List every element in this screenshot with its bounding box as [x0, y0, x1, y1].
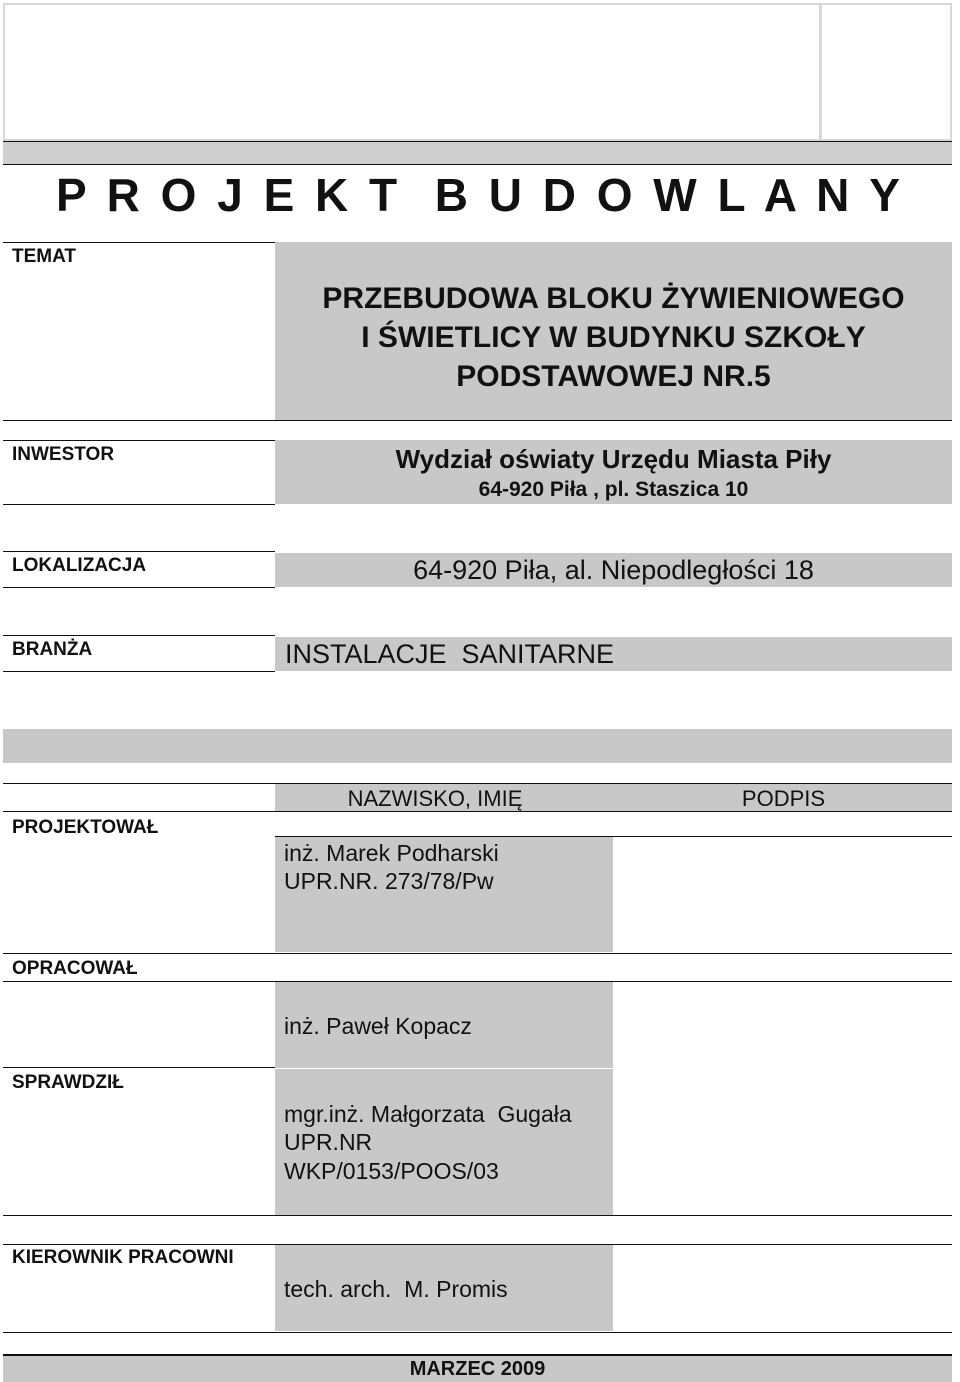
branza-box	[275, 637, 952, 671]
sprawdzil-label: SPRAWDZIŁ	[12, 1072, 124, 1093]
inwestor-label: INWESTOR	[12, 444, 115, 465]
divider	[3, 440, 275, 441]
header-frame	[3, 3, 952, 141]
divider	[3, 242, 275, 243]
header-name: NAZWISKO, IMIĘ	[347, 786, 523, 811]
temat-line-1: PRZEBUDOWA BLOKU ŻYWIENIOWEGO	[322, 282, 905, 315]
temat-line-3: PODSTAWOWEJ NR.5	[456, 360, 771, 393]
divider	[3, 587, 275, 588]
divider	[3, 551, 275, 552]
temat-line-2: I ŚWIETLICY W BUDYNKU SZKOŁY	[361, 321, 866, 354]
divider	[3, 1067, 275, 1068]
header-divider	[819, 3, 822, 141]
projektowal-box	[275, 837, 613, 952]
sprawdzil-name: mgr.inż. Małgorzata Gugała	[284, 1101, 572, 1127]
projektowal-licence: UPR.NR. 273/78/Pw	[284, 868, 494, 894]
divider	[3, 420, 952, 421]
sprawdzil-licence-2: WKP/0153/POOS/03	[284, 1158, 499, 1184]
divider	[3, 811, 952, 812]
lokalizacja-value: 64-920 Piła, al. Niepodległości 18	[413, 555, 814, 585]
branza-value: INSTALACJE SANITARNE	[285, 639, 615, 669]
opracowal-box	[275, 982, 613, 1068]
temat-box	[275, 242, 952, 420]
header-bar	[3, 141, 952, 165]
header-signature: PODPIS	[741, 786, 826, 811]
divider	[3, 635, 275, 636]
lokalizacja-label: LOKALIZACJA	[12, 555, 147, 576]
inwestor-address: 64-920 Piła , pl. Staszica 10	[478, 478, 749, 501]
temat-label: TEMAT	[12, 246, 77, 267]
divider	[3, 1332, 952, 1333]
lokalizacja-box	[275, 553, 952, 587]
inwestor-box	[275, 440, 952, 504]
divider	[3, 504, 275, 505]
kierownik-label: KIEROWNIK PRACOWNI	[12, 1247, 234, 1268]
date: MARZEC 2009	[409, 1358, 546, 1380]
table-header-row	[275, 784, 952, 811]
branza-label: BRANŻA	[12, 639, 93, 660]
inwestor-name: Wydział oświaty Urzędu Miasta Piły	[395, 444, 832, 474]
separator-band	[3, 729, 952, 763]
projektowal-label: PROJEKTOWAŁ	[12, 817, 159, 838]
divider	[3, 1215, 952, 1216]
page-title: P R O J E K T B U D O W L A N Y	[56, 169, 904, 221]
divider	[3, 671, 275, 672]
opracowal-name: inż. Paweł Kopacz	[284, 1013, 472, 1039]
opracowal-label: OPRACOWAŁ	[12, 958, 138, 979]
sprawdzil-licence-1: UPR.NR	[284, 1129, 373, 1155]
kierownik-name: tech. arch. M. Promis	[284, 1276, 508, 1302]
projektowal-name: inż. Marek Podharski	[284, 840, 499, 866]
divider	[3, 953, 952, 954]
kierownik-box	[275, 1245, 613, 1331]
sprawdzil-box	[275, 1069, 613, 1215]
date-bar	[3, 1356, 952, 1382]
